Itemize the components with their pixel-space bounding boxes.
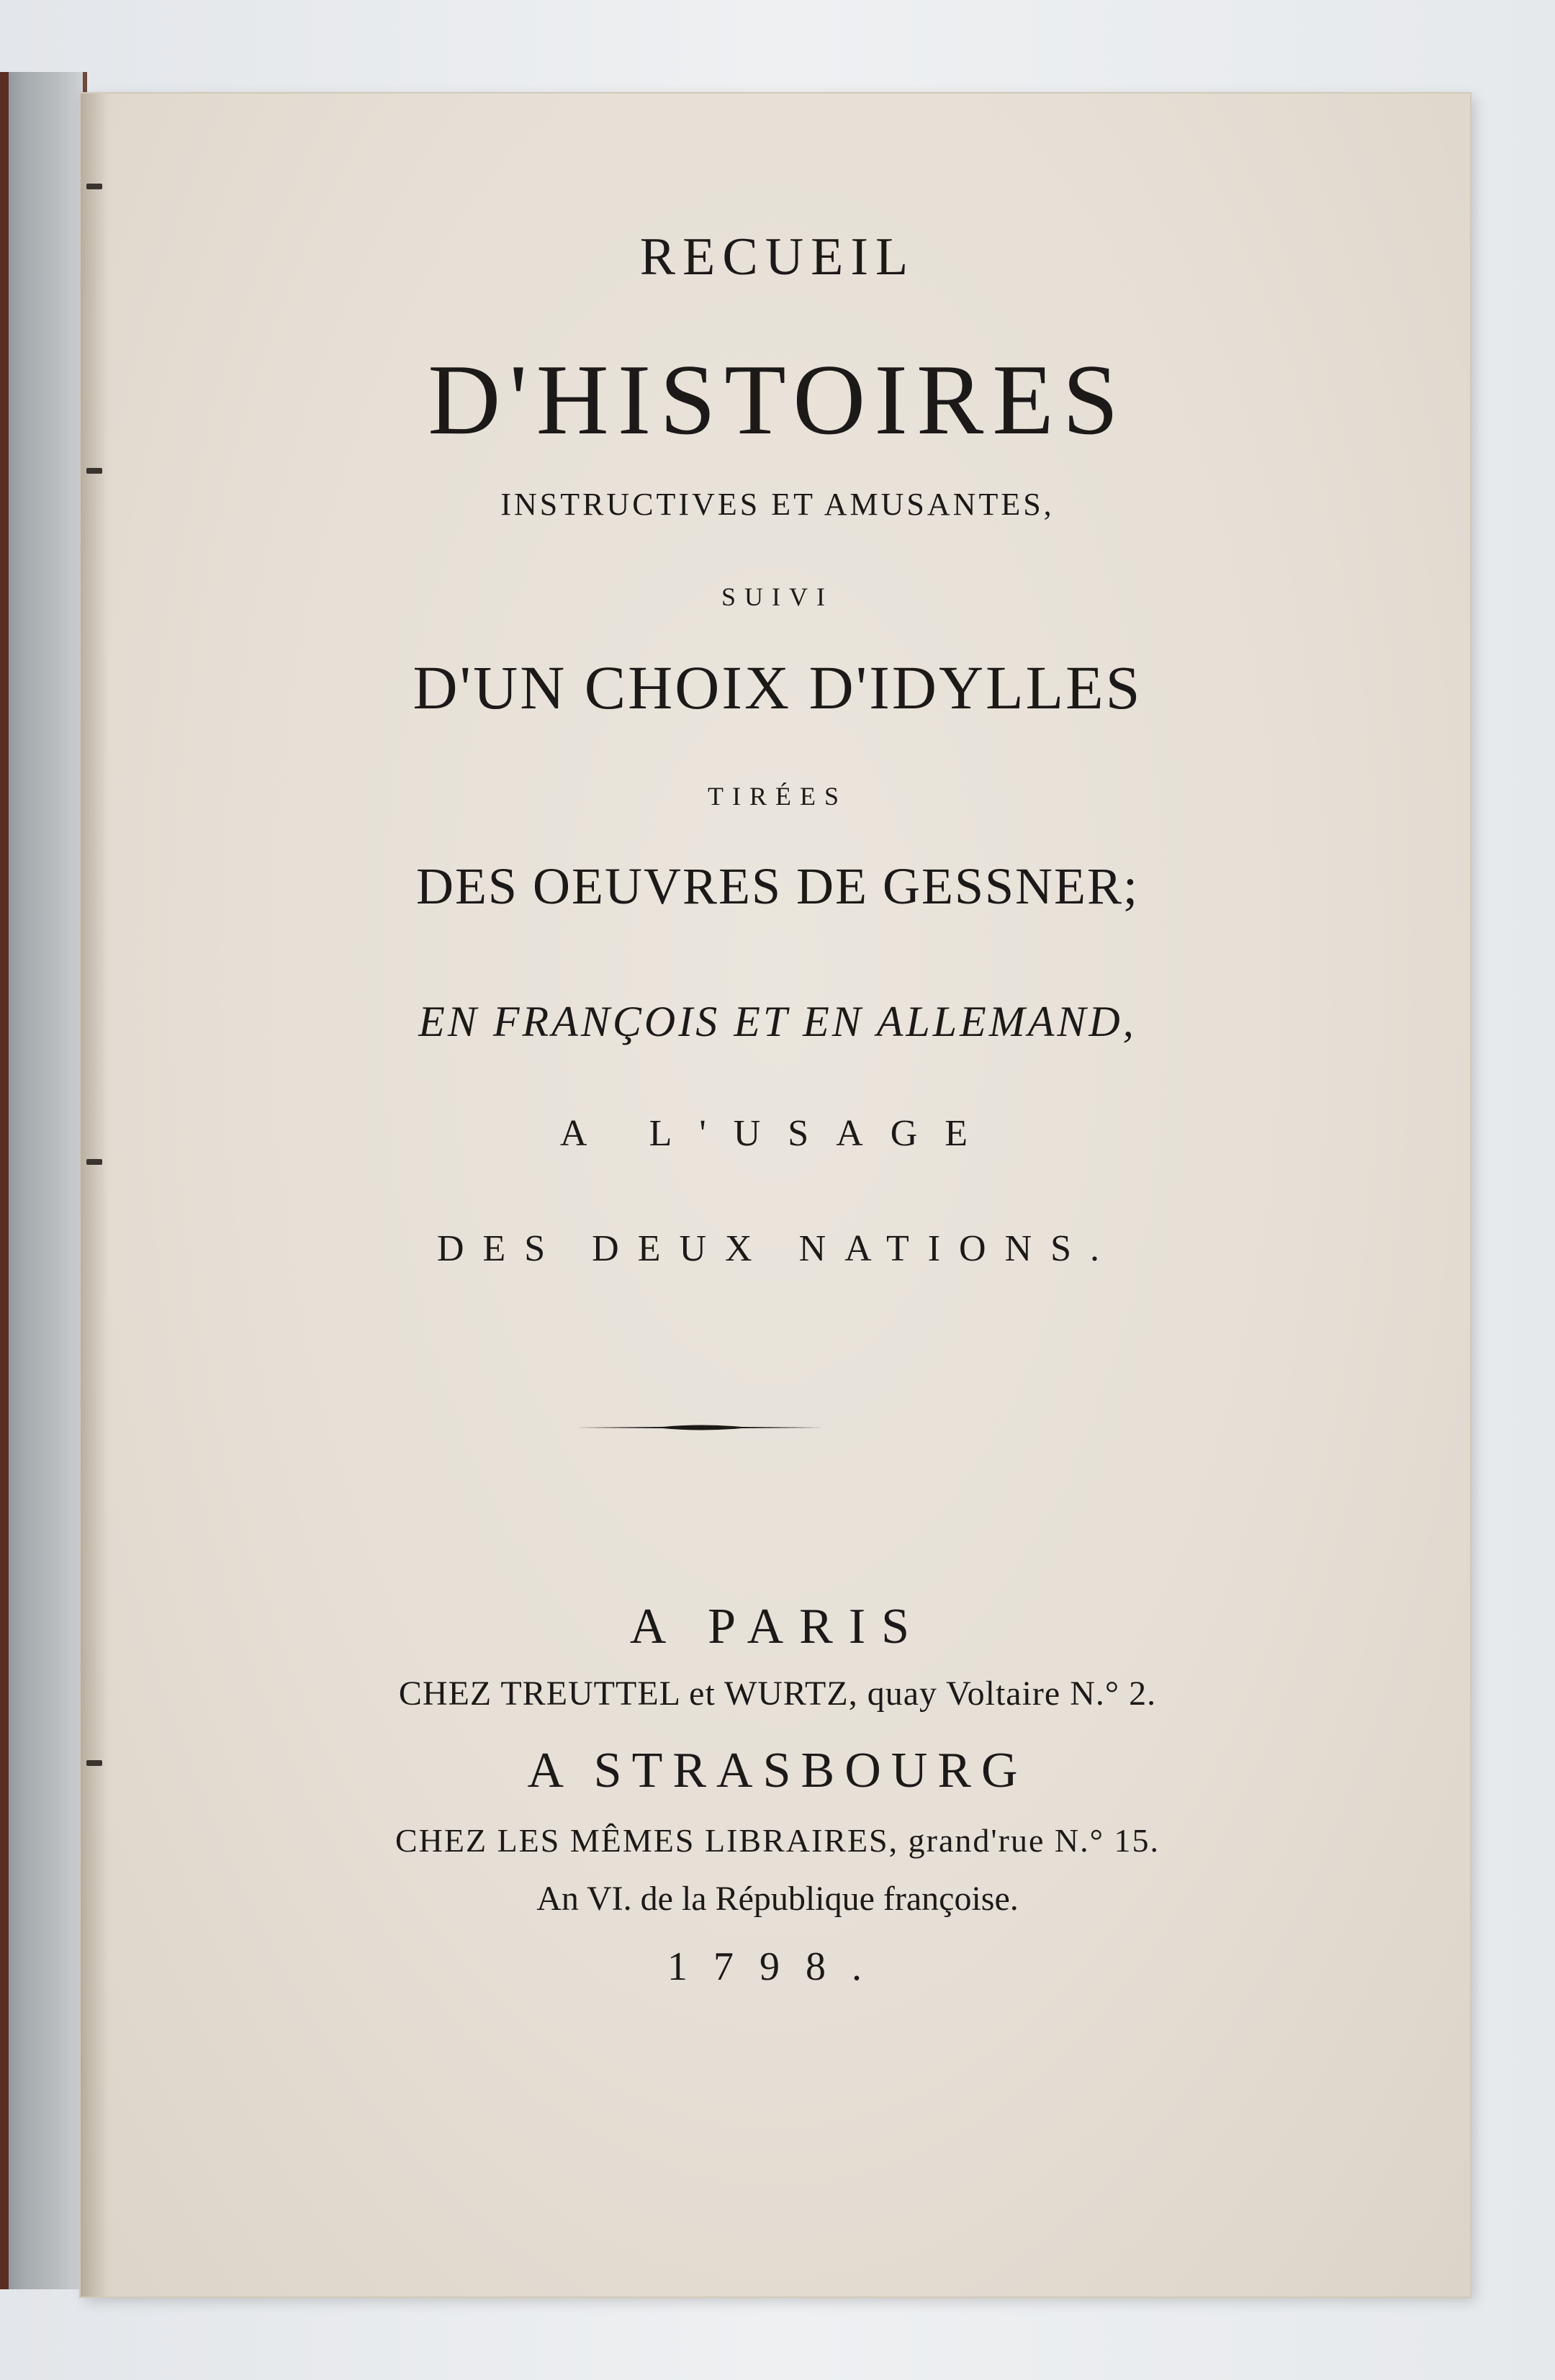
stitch-mark bbox=[86, 1159, 102, 1165]
imprint-publisher-paris: CHEZ TREUTTEL et WURTZ, quay Voltaire N.° 2. bbox=[398, 1674, 1157, 1713]
subtitle-nations: DES DEUX NATIONS. bbox=[436, 1228, 1119, 1269]
subtitle-instructives: INSTRUCTIVES ET AMUSANTES, bbox=[500, 487, 1055, 522]
title-histoires: D'HISTOIRES bbox=[428, 344, 1127, 456]
imprint-publisher-strasbourg: CHEZ LES MÊMES LIBRAIRES, grand'rue N.° 15. bbox=[395, 1822, 1160, 1859]
subtitle-languages: EN FRANÇOIS ET EN ALLEMAND, bbox=[418, 998, 1137, 1045]
title-recueil: RECUEIL bbox=[639, 227, 916, 287]
imprint-republican-year: An VI. de la République françoise. bbox=[536, 1880, 1019, 1918]
subtitle-usage: A L'USAGE bbox=[559, 1113, 996, 1154]
subtitle-choix-idylles: D'UN CHOIX D'IDYLLES bbox=[413, 653, 1142, 722]
subtitle-tirees: TIRÉES bbox=[708, 782, 847, 811]
imprint-strasbourg: A STRASBOURG bbox=[527, 1743, 1028, 1798]
imprint-paris: A PARIS bbox=[629, 1599, 926, 1654]
subtitle-suivi: SUIVI bbox=[721, 582, 834, 611]
imprint-year: 1798. bbox=[667, 1944, 888, 1989]
stitch-mark bbox=[86, 468, 102, 474]
ornamental-rule bbox=[576, 1422, 828, 1433]
subtitle-oeuvres-gessner: DES OEUVRES DE GESSNER; bbox=[415, 857, 1140, 915]
stitch-mark bbox=[86, 184, 102, 189]
